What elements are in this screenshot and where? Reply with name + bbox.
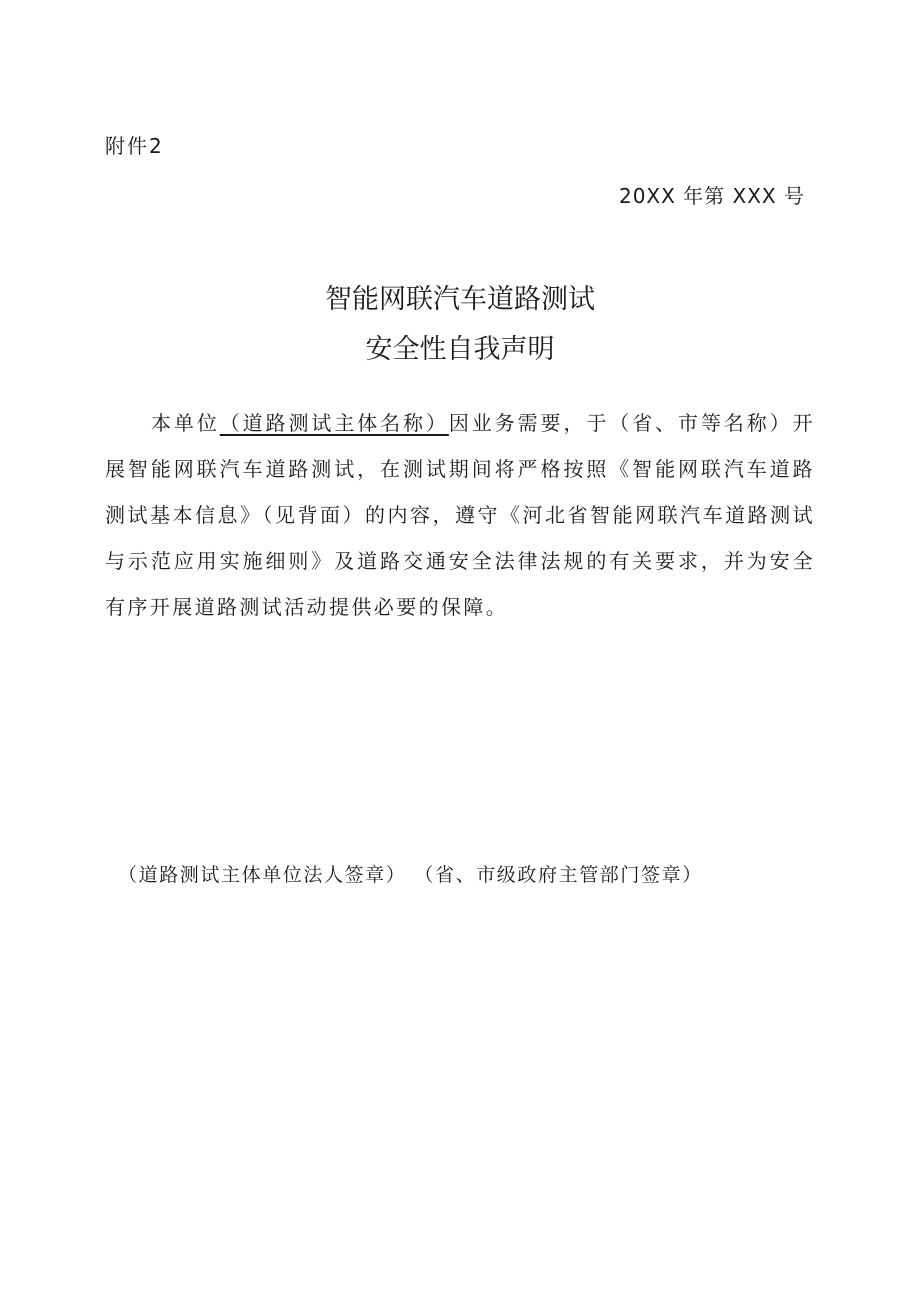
entity-name-placeholder: （道路测试主体名称） bbox=[219, 411, 449, 435]
document-title-line2: 安全性自我声明 bbox=[365, 334, 555, 365]
body-prefix: 本单位 bbox=[151, 411, 220, 435]
signature-row bbox=[118, 860, 703, 887]
legal-person-signature-label: （道路测试主体单位法人签章） bbox=[118, 864, 407, 886]
declaration-body bbox=[105, 400, 815, 630]
document-title-line1: 智能网联汽车道路测试 bbox=[325, 284, 595, 315]
government-signature-label: （省、市级政府主管部门签章） bbox=[414, 864, 703, 886]
body-text: 因业务需要，于（省、市等名称）开展智能网联汽车道路测试，在测试期间将严格按照《智能网联汽车道路测试基本信息》（见背面）的内容，遵守《河北省智能网联汽车道路测试与示范应用实施细则》及道路交通安全法律法规的有关要求，并为安全有序开展道路测试活动提供必要的保障。 bbox=[105, 411, 815, 619]
attachment-label: 附件2 bbox=[105, 134, 164, 158]
document-number: 20XX 年第 XXX 号 bbox=[618, 184, 805, 208]
